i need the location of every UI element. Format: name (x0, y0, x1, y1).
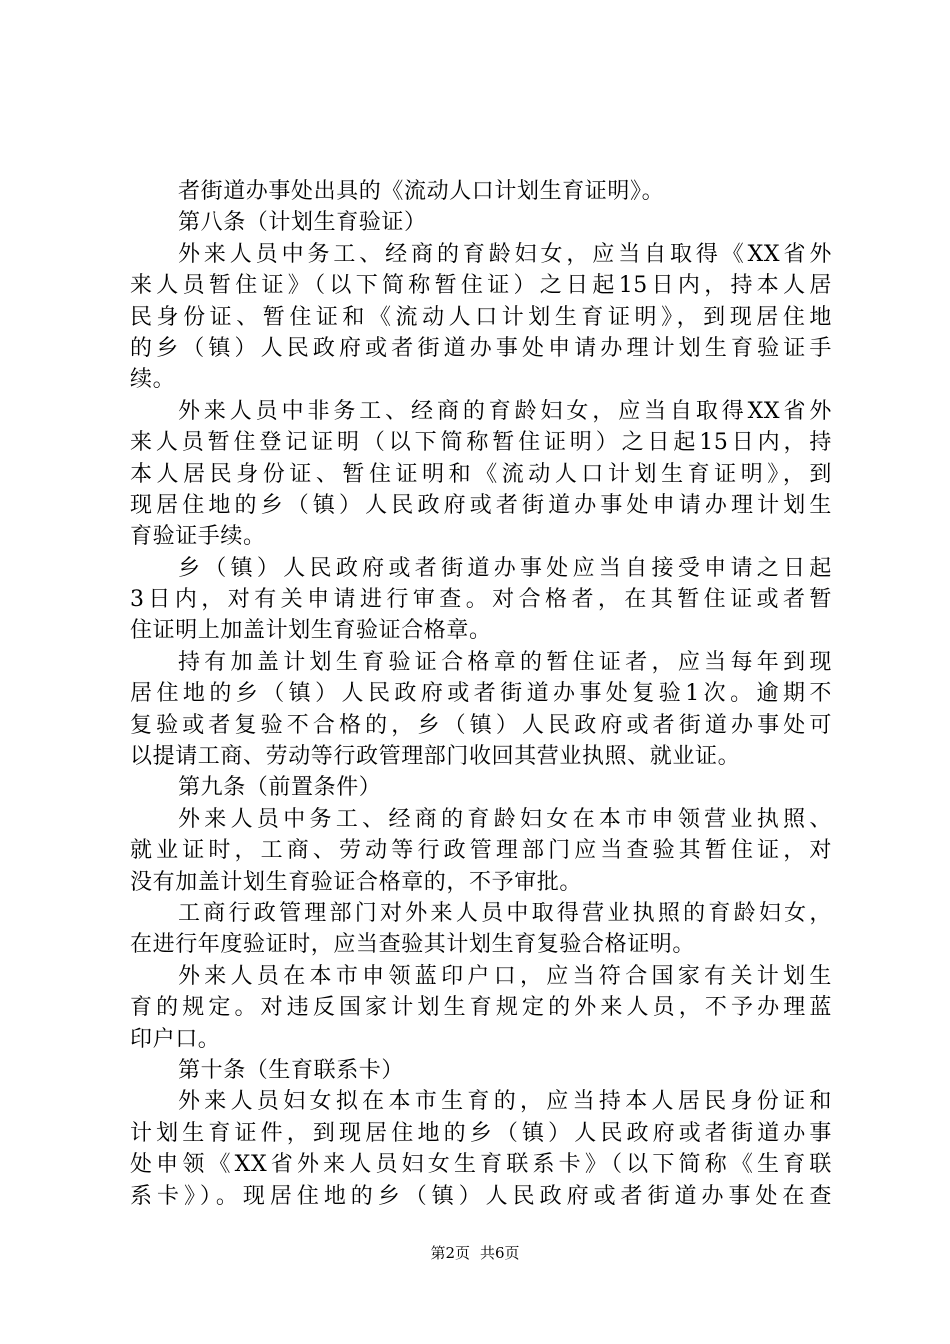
text-line: 外来人员在本市申领蓝印户口，应当符合国家有关计划生 (178, 963, 832, 989)
text-line: 续。 (130, 367, 176, 393)
text-line: 民身份证、暂住证和《流动人口计划生育证明》，到现居住地 (130, 304, 832, 330)
text-line: 持有加盖计划生育验证合格章的暂住证者，应当每年到现 (178, 649, 832, 675)
page-footer (0, 1243, 950, 1263)
text-line: 外来人员中务工、经商的育龄妇女在本市申领营业执照、 (178, 806, 832, 832)
text-line: 育验证手续。 (130, 524, 266, 550)
text-line: 印户口。 (130, 1026, 221, 1052)
text-line: 来人员暂住证》（以下简称暂住证）之日起15日内，持本人居 (130, 273, 832, 299)
text-line: 第十条（生育联系卡） (178, 1057, 405, 1083)
text-line: 复验或者复验不合格的，乡（镇）人民政府或者街道办事处可 (130, 712, 832, 738)
text-line: 第八条（计划生育验证） (178, 210, 427, 236)
text-line: 的乡（镇）人民政府或者街道办事处申请办理计划生育验证手 (130, 335, 832, 361)
text-line: 外来人员中务工、经商的育龄妇女，应当自取得《XX省外 (178, 241, 832, 267)
text-line: 第九条（前置条件） (178, 775, 382, 801)
text-line: 者街道办事处出具的《流动人口计划生育证明》。 (178, 179, 665, 204)
text-line: 乡（镇）人民政府或者街道办事处应当自接受申请之日起 (178, 555, 832, 581)
text-line: 外来人员中非务工、经商的育龄妇女，应当自取得XX省外 (178, 398, 832, 424)
text-line: 住证明上加盖计划生育验证合格章。 (130, 618, 492, 644)
text-line: 在进行年度验证时，应当查验其计划生育复验合格证明。 (130, 932, 696, 958)
text-line: 本人居民身份证、暂住证明和《流动人口计划生育证明》，到 (130, 461, 832, 487)
text-line: 就业证时，工商、劳动等行政管理部门应当查验其暂住证，对 (130, 838, 832, 864)
text-line: 系卡》）。现居住地的乡（镇）人民政府或者街道办事处在查 (130, 1183, 832, 1209)
document-body (130, 176, 832, 1212)
text-line: 居住地的乡（镇）人民政府或者街道办事处复验1次。逾期不 (130, 681, 832, 707)
text-line: 没有加盖计划生育验证合格章的，不予审批。 (130, 869, 583, 895)
text-line: 外来人员妇女拟在本市生育的，应当持本人居民身份证和 (178, 1089, 832, 1115)
text-line: 育的规定。对违反国家计划生育规定的外来人员，不予办理蓝 (130, 995, 832, 1021)
text-line: 现居住地的乡（镇）人民政府或者街道办事处申请办理计划生 (130, 492, 832, 518)
text-line: 计划生育证件，到现居住地的乡（镇）人民政府或者街道办事 (130, 1120, 832, 1146)
page-total: 共6页 (480, 1244, 520, 1262)
text-line: 以提请工商、劳动等行政管理部门收回其营业执照、就业证。 (130, 744, 741, 770)
page-number: 第2页 (430, 1244, 470, 1262)
text-line: 来人员暂住登记证明（以下简称暂住证明）之日起15日内，持 (130, 430, 832, 456)
text-line: 3日内，对有关申请进行审查。对合格者，在其暂住证或者暂 (130, 587, 832, 613)
text-line: 处申领《XX省外来人员妇女生育联系卡》（以下简称《生育联 (130, 1152, 832, 1178)
text-line: 工商行政管理部门对外来人员中取得营业执照的育龄妇女， (178, 900, 832, 926)
